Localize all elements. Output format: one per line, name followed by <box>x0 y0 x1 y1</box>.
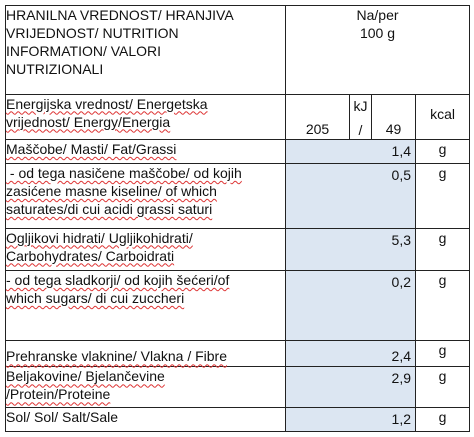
table-title-line: VRIJEDNOST/ NUTRITION <box>6 25 179 41</box>
nutrient-value-cell <box>286 341 416 367</box>
kj-unit-label: kJ <box>353 97 368 114</box>
kcal-unit-label: kcal <box>430 105 455 122</box>
energy-label-line-text: Energijska vrednost/ Energetska <box>6 95 208 112</box>
nutrient-value: 2,9 <box>391 370 411 387</box>
per-100g-header <box>286 6 470 95</box>
nutrient-row-salt <box>6 407 470 431</box>
nutrient-label-line <box>6 271 285 289</box>
nutrient-unit-cell <box>416 228 470 270</box>
nutrient-label-line-text: Beljakovine/ Bjelančevine <box>6 368 165 385</box>
nutrient-label-line <box>6 385 285 403</box>
energy-kcal-value: 49 <box>385 120 402 137</box>
nutrient-value-cell <box>286 407 416 431</box>
nutrient-value: 2,4 <box>391 348 411 365</box>
table-title-line: HRANILNA VREDNOST/ HRANJIVA <box>6 7 234 23</box>
header-row <box>6 6 470 95</box>
nutrient-value: 1,2 <box>391 410 411 427</box>
energy-row <box>6 94 470 139</box>
nutrient-label-line-text: which sugars/ di cui zuccheri <box>6 289 185 306</box>
nutrient-unit-cell <box>416 164 470 228</box>
nutrient-label-line <box>6 289 285 307</box>
nutrient-label-line-text: - od tega nasičene maščobe/ od kojih <box>6 165 242 182</box>
nutrient-value-cell <box>286 139 416 163</box>
nutrient-label-line <box>6 182 285 200</box>
energy-kj-unit-cell <box>350 94 372 139</box>
table-title-line: INFORMATION/ VALORI <box>6 43 162 59</box>
nutrient-label-line <box>6 200 285 218</box>
nutrient-label-line <box>6 247 285 265</box>
nutrient-label-line <box>6 367 285 385</box>
nutrient-row-carbohydrates <box>6 228 470 270</box>
nutrient-row-saturates <box>6 164 470 228</box>
nutrient-unit: g <box>438 165 447 182</box>
energy-kj-value-cell <box>286 94 350 139</box>
nutrient-label-line-text: - od tega sladkorji/ od kojih šećeri/of <box>6 271 230 288</box>
nutrient-unit-cell <box>416 139 470 163</box>
nutrient-label-cell <box>6 270 286 340</box>
nutrient-label-line <box>6 164 285 182</box>
nutrient-label-cell <box>6 407 286 431</box>
nutrient-unit-cell <box>416 407 470 431</box>
nutrient-unit: g <box>438 368 447 385</box>
nutrient-unit-cell <box>416 270 470 340</box>
energy-label-cell <box>6 94 286 139</box>
nutrient-value: 1,4 <box>391 142 411 159</box>
nutrient-value: 0,5 <box>391 167 411 184</box>
nutrient-label-line-text: zasićene masne kiseline/ of which <box>6 183 217 200</box>
nutrient-label-cell <box>6 164 286 228</box>
nutrient-row-sugars <box>6 270 470 340</box>
nutrient-label-cell <box>6 139 286 163</box>
nutrient-value: 5,3 <box>391 231 411 248</box>
nutrient-unit: g <box>438 342 447 359</box>
nutrient-label-line-text: /Protein/Proteine <box>6 386 111 403</box>
nutrient-value-cell <box>286 270 416 340</box>
table-title-line: NUTRIZIONALI <box>6 61 104 77</box>
nutrient-label-cell <box>6 341 286 367</box>
nutrient-label-line: Sol/ Sol/ Salt/Sale <box>6 408 119 425</box>
nutrient-value: 0,2 <box>391 273 411 290</box>
nutrient-row-fibre <box>6 341 470 367</box>
nutrient-label-line-text: Prehranske vlaknine/ Vlakna / Fibre <box>6 348 227 365</box>
nutrient-label-cell <box>6 367 286 407</box>
nutrient-value-cell <box>286 228 416 270</box>
nutrient-label-line <box>6 229 285 247</box>
energy-label-line <box>6 113 285 131</box>
table-title-cell <box>6 6 286 95</box>
nutrient-label-line-text: Maščobe/ Masti/ Fat/Grassi <box>6 140 177 157</box>
nutrient-label-line-text: Ogljikovi hidrati/ Ugljikohidrati/ <box>6 229 193 246</box>
energy-label-line-text: vrijednost/ Energy/Energia <box>6 113 171 130</box>
nutrient-value-cell <box>286 367 416 407</box>
kj-kcal-separator: / <box>358 121 363 138</box>
energy-kcal-value-cell <box>372 94 416 139</box>
nutrient-label-cell <box>6 228 286 270</box>
nutrient-label-line <box>6 140 285 158</box>
nutrient-unit: g <box>438 140 447 157</box>
energy-kj-value: 205 <box>305 120 330 137</box>
nutrient-unit: g <box>438 408 447 425</box>
energy-kcal-unit-cell <box>416 94 470 139</box>
nutrient-row-fat <box>6 139 470 163</box>
nutrient-label-line <box>6 347 285 365</box>
nutrient-label-line-text: saturates/di cui acidi grassi saturi <box>6 201 213 218</box>
nutrient-unit-cell <box>416 367 470 407</box>
nutrient-unit: g <box>438 229 447 246</box>
energy-label-line <box>6 95 285 113</box>
per-label: Na/per <box>356 7 399 23</box>
nutrient-label-line-text: Carbohydrates/ Carboidrati <box>6 247 175 264</box>
per-amount: 100 g <box>359 25 396 41</box>
nutrient-unit-cell <box>416 341 470 367</box>
nutrient-value-cell <box>286 164 416 228</box>
nutrition-table <box>5 5 470 432</box>
nutrient-row-protein <box>6 367 470 407</box>
nutrient-unit: g <box>438 271 447 288</box>
